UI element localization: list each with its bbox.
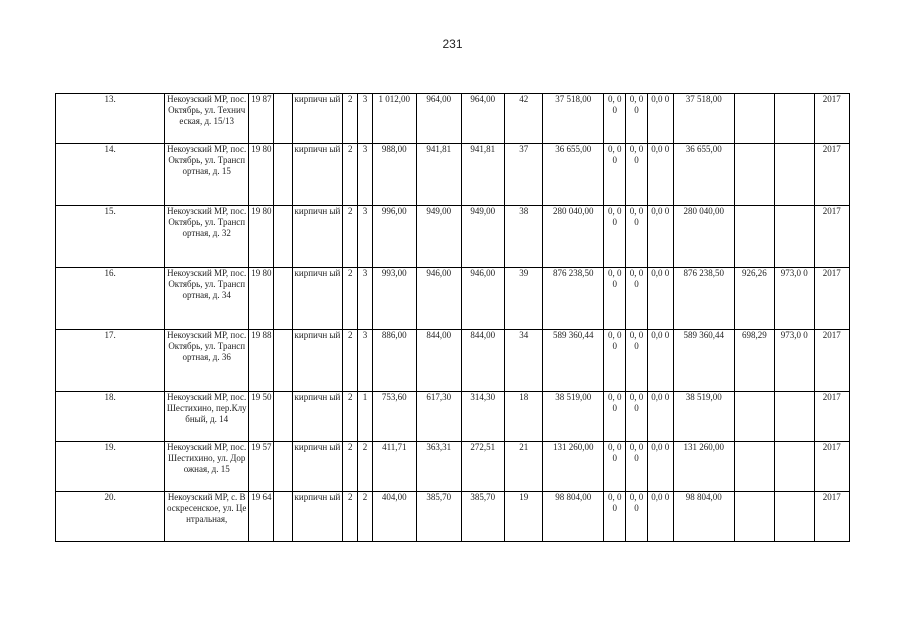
total-area-cell: 411,71 xyxy=(372,442,417,492)
floors-cell: 2 xyxy=(343,206,358,268)
floors-cell: 2 xyxy=(343,94,358,144)
total-cost-cell: 37 518,00 xyxy=(673,94,734,144)
total-area-cell: 886,00 xyxy=(372,330,417,392)
residents-cell: 34 xyxy=(505,330,543,392)
living-area-cell: 946,00 xyxy=(417,268,462,330)
residents-cell: 42 xyxy=(505,94,543,144)
floors-cell: 2 xyxy=(343,144,358,206)
build-year-cell: 19 87 xyxy=(249,94,274,144)
entrances-cell: 3 xyxy=(358,268,372,330)
total-area-cell: 404,00 xyxy=(372,492,417,542)
floors-cell: 2 xyxy=(343,442,358,492)
fund-2-cell: 0, 0 0 xyxy=(626,442,647,492)
spec-cost-1-cell: 698,29 xyxy=(734,330,774,392)
spec-cost-1-cell: 926,26 xyxy=(734,268,774,330)
private-area-cell: 946,00 xyxy=(461,268,504,330)
fund-1-cell: 0, 0 0 xyxy=(604,492,626,542)
row-number-cell: 19. xyxy=(56,442,165,492)
build-year-cell: 19 88 xyxy=(249,330,274,392)
fund-3-cell: 0,0 0 xyxy=(647,330,673,392)
build-year-cell: 19 57 xyxy=(249,442,274,492)
spec-cost-2-cell xyxy=(775,492,814,542)
repair-cost-cell: 280 040,00 xyxy=(543,206,604,268)
spec-cost-2-cell: 973,0 0 xyxy=(775,268,814,330)
fund-3-cell: 0,0 0 xyxy=(647,392,673,442)
address-cell: Некоузский МР, пос. Шестихино, ул. Дорожная, д. 15 xyxy=(165,442,249,492)
fund-2-cell: 0, 0 0 xyxy=(626,94,647,144)
row-number-cell: 18. xyxy=(56,392,165,442)
floors-cell: 2 xyxy=(343,492,358,542)
entrances-cell: 2 xyxy=(358,492,372,542)
private-area-cell: 272,51 xyxy=(461,442,504,492)
row-number-cell: 15. xyxy=(56,206,165,268)
entrances-cell: 3 xyxy=(358,206,372,268)
repair-cost-cell: 37 518,00 xyxy=(543,94,604,144)
total-area-cell: 1 012,00 xyxy=(372,94,417,144)
build-year-cell: 19 64 xyxy=(249,492,274,542)
total-cost-cell: 280 040,00 xyxy=(673,206,734,268)
fund-3-cell: 0,0 0 xyxy=(647,94,673,144)
residents-cell: 37 xyxy=(505,144,543,206)
spec-cost-1-cell xyxy=(734,492,774,542)
repair-cost-cell: 98 804,00 xyxy=(543,492,604,542)
table-row xyxy=(56,94,850,144)
living-area-cell: 844,00 xyxy=(417,330,462,392)
fund-1-cell: 0, 0 0 xyxy=(604,442,626,492)
living-area-cell: 617,30 xyxy=(417,392,462,442)
fund-2-cell: 0, 0 0 xyxy=(626,392,647,442)
plan-year-cell: 2017 xyxy=(814,392,850,442)
private-area-cell: 941,81 xyxy=(461,144,504,206)
spec-cost-2-cell xyxy=(775,392,814,442)
repair-cost-cell: 131 260,00 xyxy=(543,442,604,492)
row-number-cell: 13. xyxy=(56,94,165,144)
spec-cost-1-cell xyxy=(734,392,774,442)
residents-cell: 38 xyxy=(505,206,543,268)
table-row xyxy=(56,206,850,268)
plan-year-cell: 2017 xyxy=(814,94,850,144)
build-year-cell: 19 80 xyxy=(249,268,274,330)
fund-2-cell: 0, 0 0 xyxy=(626,144,647,206)
blank-col-cell xyxy=(274,492,292,542)
private-area-cell: 949,00 xyxy=(461,206,504,268)
blank-col-cell xyxy=(274,94,292,144)
wall-material-cell: кирпичн ый xyxy=(292,330,343,392)
wall-material-cell: кирпичн ый xyxy=(292,442,343,492)
total-cost-cell: 36 655,00 xyxy=(673,144,734,206)
living-area-cell: 385,70 xyxy=(417,492,462,542)
blank-col-cell xyxy=(274,206,292,268)
spec-cost-2-cell: 973,0 0 xyxy=(775,330,814,392)
fund-3-cell: 0,0 0 xyxy=(647,442,673,492)
repair-cost-cell: 876 238,50 xyxy=(543,268,604,330)
entrances-cell: 1 xyxy=(358,392,372,442)
total-cost-cell: 876 238,50 xyxy=(673,268,734,330)
address-cell: Некоузский МР, с. Воскресенское, ул. Центральная, xyxy=(165,492,249,542)
fund-1-cell: 0, 0 0 xyxy=(604,94,626,144)
spec-cost-1-cell xyxy=(734,442,774,492)
plan-year-cell: 2017 xyxy=(814,144,850,206)
plan-year-cell: 2017 xyxy=(814,268,850,330)
residents-cell: 18 xyxy=(505,392,543,442)
fund-1-cell: 0, 0 0 xyxy=(604,392,626,442)
plan-year-cell: 2017 xyxy=(814,330,850,392)
table-row xyxy=(56,330,850,392)
table-row xyxy=(56,392,850,442)
blank-col-cell xyxy=(274,330,292,392)
blank-col-cell xyxy=(274,268,292,330)
private-area-cell: 314,30 xyxy=(461,392,504,442)
spec-cost-2-cell xyxy=(775,206,814,268)
address-cell: Некоузский МР, пос. Октябрь, ул. Транспортная, д. 32 xyxy=(165,206,249,268)
fund-3-cell: 0,0 0 xyxy=(647,492,673,542)
build-year-cell: 19 80 xyxy=(249,144,274,206)
wall-material-cell: кирпичн ый xyxy=(292,392,343,442)
residents-cell: 39 xyxy=(505,268,543,330)
blank-col-cell xyxy=(274,144,292,206)
total-cost-cell: 38 519,00 xyxy=(673,392,734,442)
blank-col-cell xyxy=(274,392,292,442)
row-number-cell: 14. xyxy=(56,144,165,206)
wall-material-cell: кирпичн ый xyxy=(292,268,343,330)
fund-1-cell: 0, 0 0 xyxy=(604,206,626,268)
entrances-cell: 3 xyxy=(358,94,372,144)
build-year-cell: 19 80 xyxy=(249,206,274,268)
residents-cell: 19 xyxy=(505,492,543,542)
living-area-cell: 949,00 xyxy=(417,206,462,268)
total-area-cell: 753,60 xyxy=(372,392,417,442)
fund-2-cell: 0, 0 0 xyxy=(626,206,647,268)
total-area-cell: 993,00 xyxy=(372,268,417,330)
address-cell: Некоузский МР, пос. Октябрь, ул. Техническая, д. 15/13 xyxy=(165,94,249,144)
entrances-cell: 2 xyxy=(358,442,372,492)
plan-year-cell: 2017 xyxy=(814,492,850,542)
fund-1-cell: 0, 0 0 xyxy=(604,268,626,330)
residents-cell: 21 xyxy=(505,442,543,492)
row-number-cell: 20. xyxy=(56,492,165,542)
row-number-cell: 17. xyxy=(56,330,165,392)
private-area-cell: 964,00 xyxy=(461,94,504,144)
total-cost-cell: 98 804,00 xyxy=(673,492,734,542)
table-row xyxy=(56,492,850,542)
wall-material-cell: кирпичн ый xyxy=(292,94,343,144)
spec-cost-1-cell xyxy=(734,94,774,144)
plan-year-cell: 2017 xyxy=(814,206,850,268)
repair-cost-cell: 36 655,00 xyxy=(543,144,604,206)
floors-cell: 2 xyxy=(343,392,358,442)
floors-cell: 2 xyxy=(343,330,358,392)
floors-cell: 2 xyxy=(343,268,358,330)
entrances-cell: 3 xyxy=(358,330,372,392)
repair-cost-cell: 589 360,44 xyxy=(543,330,604,392)
address-cell: Некоузский МР, пос. Шестихино, пер.Клубный, д. 14 xyxy=(165,392,249,442)
wall-material-cell: кирпичн ый xyxy=(292,206,343,268)
fund-1-cell: 0, 0 0 xyxy=(604,330,626,392)
fund-2-cell: 0, 0 0 xyxy=(626,330,647,392)
wall-material-cell: кирпичн ый xyxy=(292,144,343,206)
row-number-cell: 16. xyxy=(56,268,165,330)
table-row xyxy=(56,442,850,492)
total-cost-cell: 131 260,00 xyxy=(673,442,734,492)
spec-cost-1-cell xyxy=(734,206,774,268)
living-area-cell: 941,81 xyxy=(417,144,462,206)
total-area-cell: 988,00 xyxy=(372,144,417,206)
fund-2-cell: 0, 0 0 xyxy=(626,492,647,542)
spec-cost-2-cell xyxy=(775,442,814,492)
fund-3-cell: 0,0 0 xyxy=(647,268,673,330)
private-area-cell: 385,70 xyxy=(461,492,504,542)
fund-1-cell: 0, 0 0 xyxy=(604,144,626,206)
private-area-cell: 844,00 xyxy=(461,330,504,392)
repair-cost-cell: 38 519,00 xyxy=(543,392,604,442)
fund-2-cell: 0, 0 0 xyxy=(626,268,647,330)
address-cell: Некоузский МР, пос. Октябрь, ул. Транспортная, д. 36 xyxy=(165,330,249,392)
address-cell: Некоузский МР, пос. Октябрь, ул. Транспортная, д. 15 xyxy=(165,144,249,206)
page-number: 231 xyxy=(442,37,463,51)
spec-cost-2-cell xyxy=(775,144,814,206)
plan-year-cell: 2017 xyxy=(814,442,850,492)
living-area-cell: 363,31 xyxy=(417,442,462,492)
entrances-cell: 3 xyxy=(358,144,372,206)
blank-col-cell xyxy=(274,442,292,492)
spec-cost-1-cell xyxy=(734,144,774,206)
housing-register-table xyxy=(55,93,850,542)
address-cell: Некоузский МР, пос. Октябрь, ул. Транспортная, д. 34 xyxy=(165,268,249,330)
total-area-cell: 996,00 xyxy=(372,206,417,268)
build-year-cell: 19 50 xyxy=(249,392,274,442)
total-cost-cell: 589 360,44 xyxy=(673,330,734,392)
spec-cost-2-cell xyxy=(775,94,814,144)
fund-3-cell: 0,0 0 xyxy=(647,144,673,206)
table-row xyxy=(56,144,850,206)
living-area-cell: 964,00 xyxy=(417,94,462,144)
wall-material-cell: кирпичн ый xyxy=(292,492,343,542)
table-row xyxy=(56,268,850,330)
fund-3-cell: 0,0 0 xyxy=(647,206,673,268)
